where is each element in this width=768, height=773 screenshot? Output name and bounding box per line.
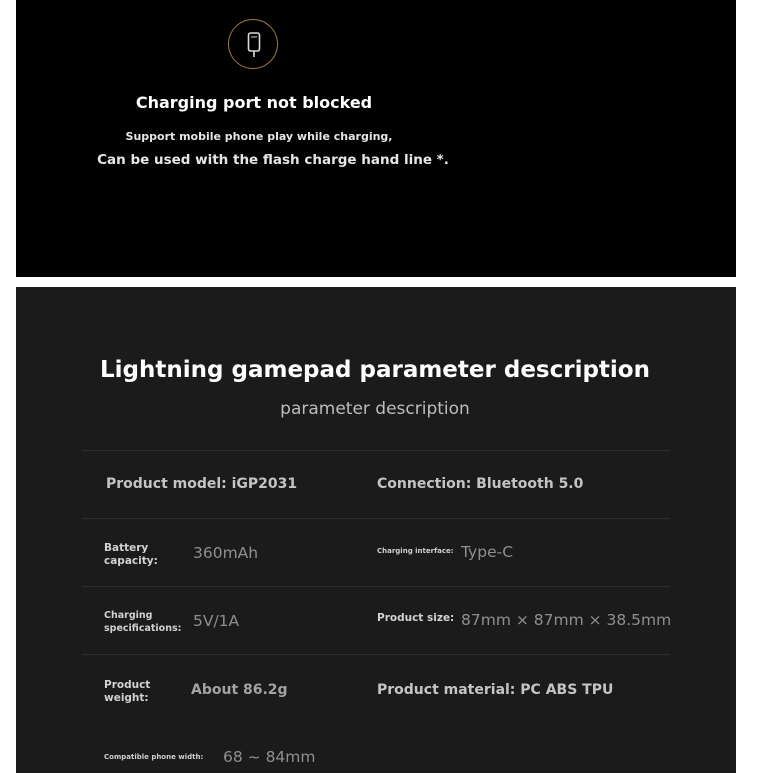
- compatible-width-label: Compatible phone width:: [104, 753, 204, 761]
- battery-capacity-label: Battery capacity:: [104, 542, 158, 567]
- parameter-title: Lightning gamepad parameter description: [100, 357, 650, 383]
- charging-port-icon: [228, 19, 278, 69]
- charging-port-title: Charging port not blocked: [135, 93, 373, 112]
- product-material-text: Product material: PC ABS TPU: [377, 682, 614, 698]
- connection-text: Connection: Bluetooth 5.0: [377, 476, 584, 492]
- product-size-label: Product size:: [377, 612, 455, 624]
- product-weight-value: About 86.2g: [191, 682, 288, 698]
- charging-port-section: [16, 0, 736, 277]
- charging-interface-value: Type-C: [461, 543, 514, 561]
- parameter-subtitle: parameter description: [280, 399, 470, 419]
- compatible-width-value: 68 ~ 84mm: [223, 748, 316, 766]
- divider: [82, 450, 670, 451]
- parameter-section: [16, 287, 736, 773]
- product-weight-label: Product weight:: [104, 679, 151, 704]
- divider: [82, 654, 670, 655]
- charging-port-description-line1: Support mobile phone play while charging,: [125, 130, 393, 143]
- battery-capacity-value: 360mAh: [193, 544, 259, 562]
- charging-specifications-value: 5V/1A: [193, 612, 240, 630]
- charging-port-description-line2: Can be used with the flash charge hand line *.: [97, 152, 449, 168]
- product-size-value: 87mm × 87mm × 38.5mm: [461, 611, 672, 629]
- charging-interface-label: Charging interface:: [377, 547, 454, 555]
- charging-specifications-label: Charging specifications:: [104, 610, 182, 634]
- divider: [82, 586, 670, 587]
- product-model-text: Product model: iGP2031: [106, 476, 298, 492]
- divider: [82, 518, 670, 519]
